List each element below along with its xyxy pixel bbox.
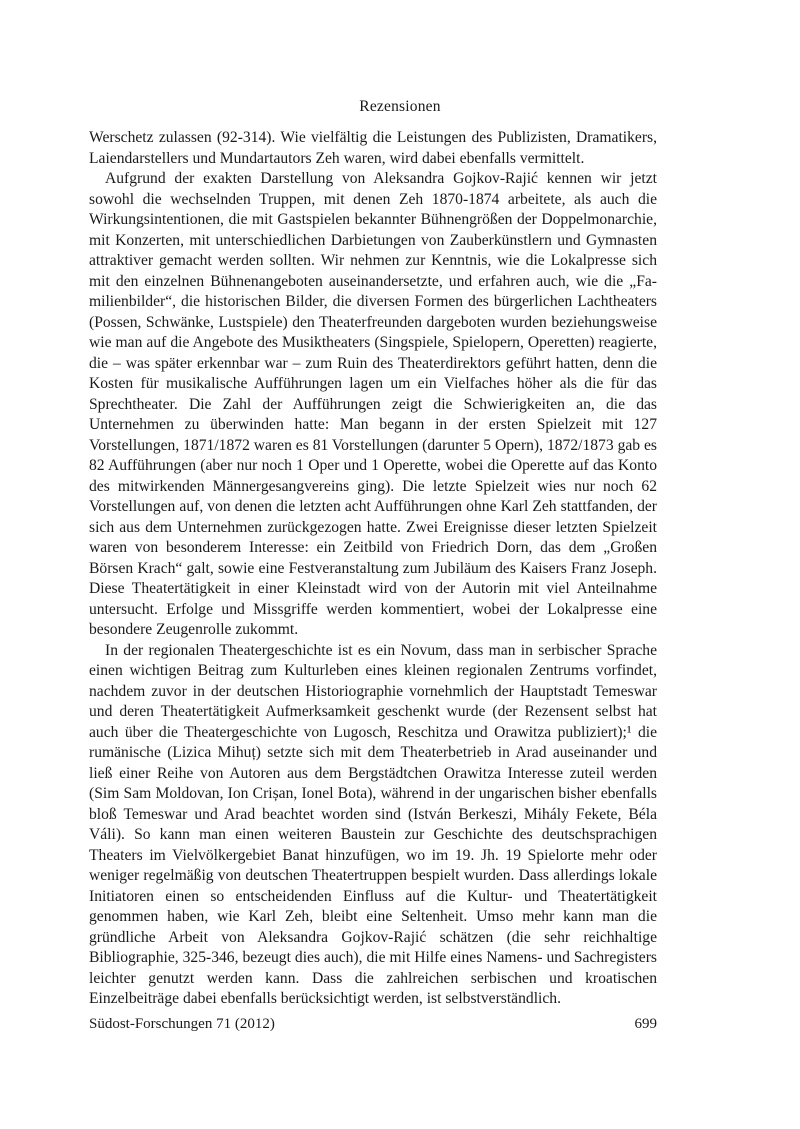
paragraph-2: Aufgrund der exakten Darstellung von Aleksandra Gojkov-Rajić kennen wir jetzt sowohl die wechselnden Truppen, mit denen Zeh 1870-1874 arbeitete, als auch die Wirkungsintentionen, die mit Gastspielen bekannter Bühnengrößen der Doppelmonarchie, mit Konzerten, mit unterschiedlichen Darbietungen von Zauberkünstlern und Gymnasten attraktiver gemacht werden sollten. Wir nehmen zur Kenntnis, wie die Lokalpresse sich mit den einzelnen Bühnenangeboten auseinandersetzte, und erfahren auch, wie die „Familienbilder“, die historischen Bilder, die diversen Formen des bürgerlichen Lachtheaters (Possen, Schwänke, Lustspiele) den Theaterfreunden dargeboten wurden beziehungsweise wie man auf die Angebote des Musiktheaters (Singspiele, Spielopern, Operetten) reagierte, die – was später erkennbar war – zum Ruin des Theaterdirektors geführt hatten, denn die Kosten für musikalische Aufführungen lagen um ein Vielfaches höher als die für das Sprechtheater. Die Zahl der Aufführungen zeigt die Schwierigkeiten an, die das Unternehmen zu überwinden hatte: Man begann in der ersten Spielzeit mit 127 Vorstellungen, 1871/1872 waren es 81 Vorstellungen (darunter 5 Opern), 1872/1873 gab es 82 Aufführungen (aber nur noch 1 Oper und 1 Operette, wobei die Operette auf das Konto des mitwirkenden Männergesangvereins ging). Die letzte Spielzeit wies nur noch 62 Vorstellungen auf, von denen die letzten acht Aufführungen ohne Karl Zeh stattfanden, der sich aus dem Unternehmen zurückgezogen hatte. Zwei Ereignisse dieser letzten Spielzeit waren von besonderem Interesse: ein Zeitbild von Friedrich Dorn, das dem „Großen Börsen Krach“ galt, sowie eine Festveranstaltung zum Jubiläum des Kaisers Franz Joseph. Diese Theatertätigkeit in einer Kleinstadt wird von der Autorin mit viel Anteilnahme untersucht. Erfolge und Missgriffe werden kommentiert, wobei der Lokalpresse eine besondere Zeugenrolle zukommt. xyxy=(89,170,657,638)
running-header: Rezensionen xyxy=(359,98,441,115)
journal-citation: Südost-Forschungen 71 (2012) xyxy=(89,1016,275,1032)
review-body xyxy=(89,128,657,1010)
paragraph-3: In der regionalen Theatergeschichte ist es ein Novum, dass man in serbischer Sprache einen wichtigen Beitrag zum Kulturleben eines kleinen regionalen Zentrums vorfindet, nachdem zuvor in der deutschen Historiographie vornehmlich der Hauptstadt Temeswar und deren Theatertätigkeit Aufmerksamkeit geschenkt wurde (der Rezensent selbst hat auch über die Theatergeschichte von Lugosch, Reschitza und Orawitza publiziert);¹ die rumänische (Lizica Mihuț) setzte sich mit dem Theaterbetrieb in Arad auseinander und ließ einer Reihe von Autoren aus dem Bergstädtchen Orawitza Interesse zuteil werden (Sim Sam Moldovan, Ion Crișan, Ionel Bota), während in der ungarischen bisher ebenfalls bloß Temeswar und Arad beachtet worden sind (István Berkeszi, Mihály Fekete, Béla Váli). So kann man einen weiteren Baustein zur Geschichte des deutschsprachigen Theaters im Vielvölkergebiet Banat hinzufügen, wo im 19. Jh. 19 Spielorte mehr oder weniger regelmäßig von deutschen Theatertruppen bespielt wurden. Dass allerdings lokale Initiatoren einen so entscheidenden Einfluss auf die Kultur- und Theatertätigkeit genommen haben, wie Karl Zeh, bleibt eine Seltenheit. Umso mehr kann man die gründliche Arbeit von Aleksandra Gojkov-Rajić schätzen (die sehr reichhaltige Bibliographie, 325-346, bezeugt dies auch), die mit Hilfe eines Namens- und Sachregisters leichter genutzt werden kann. Dass die zahlreichen serbischen und kroatischen Einzelbeiträge dabei ebenfalls berücksichtigt werden, ist selbstverständlich. xyxy=(89,641,657,1007)
page-number: 699 xyxy=(634,1016,657,1032)
paragraph-1: Werschetz zulassen (92-314). Wie vielfältig die Leistungen des Publizisten, Dramatikers, Laiendarstellers und Mundartautors Zeh waren, wird dabei ebenfalls vermittelt. xyxy=(89,129,657,167)
